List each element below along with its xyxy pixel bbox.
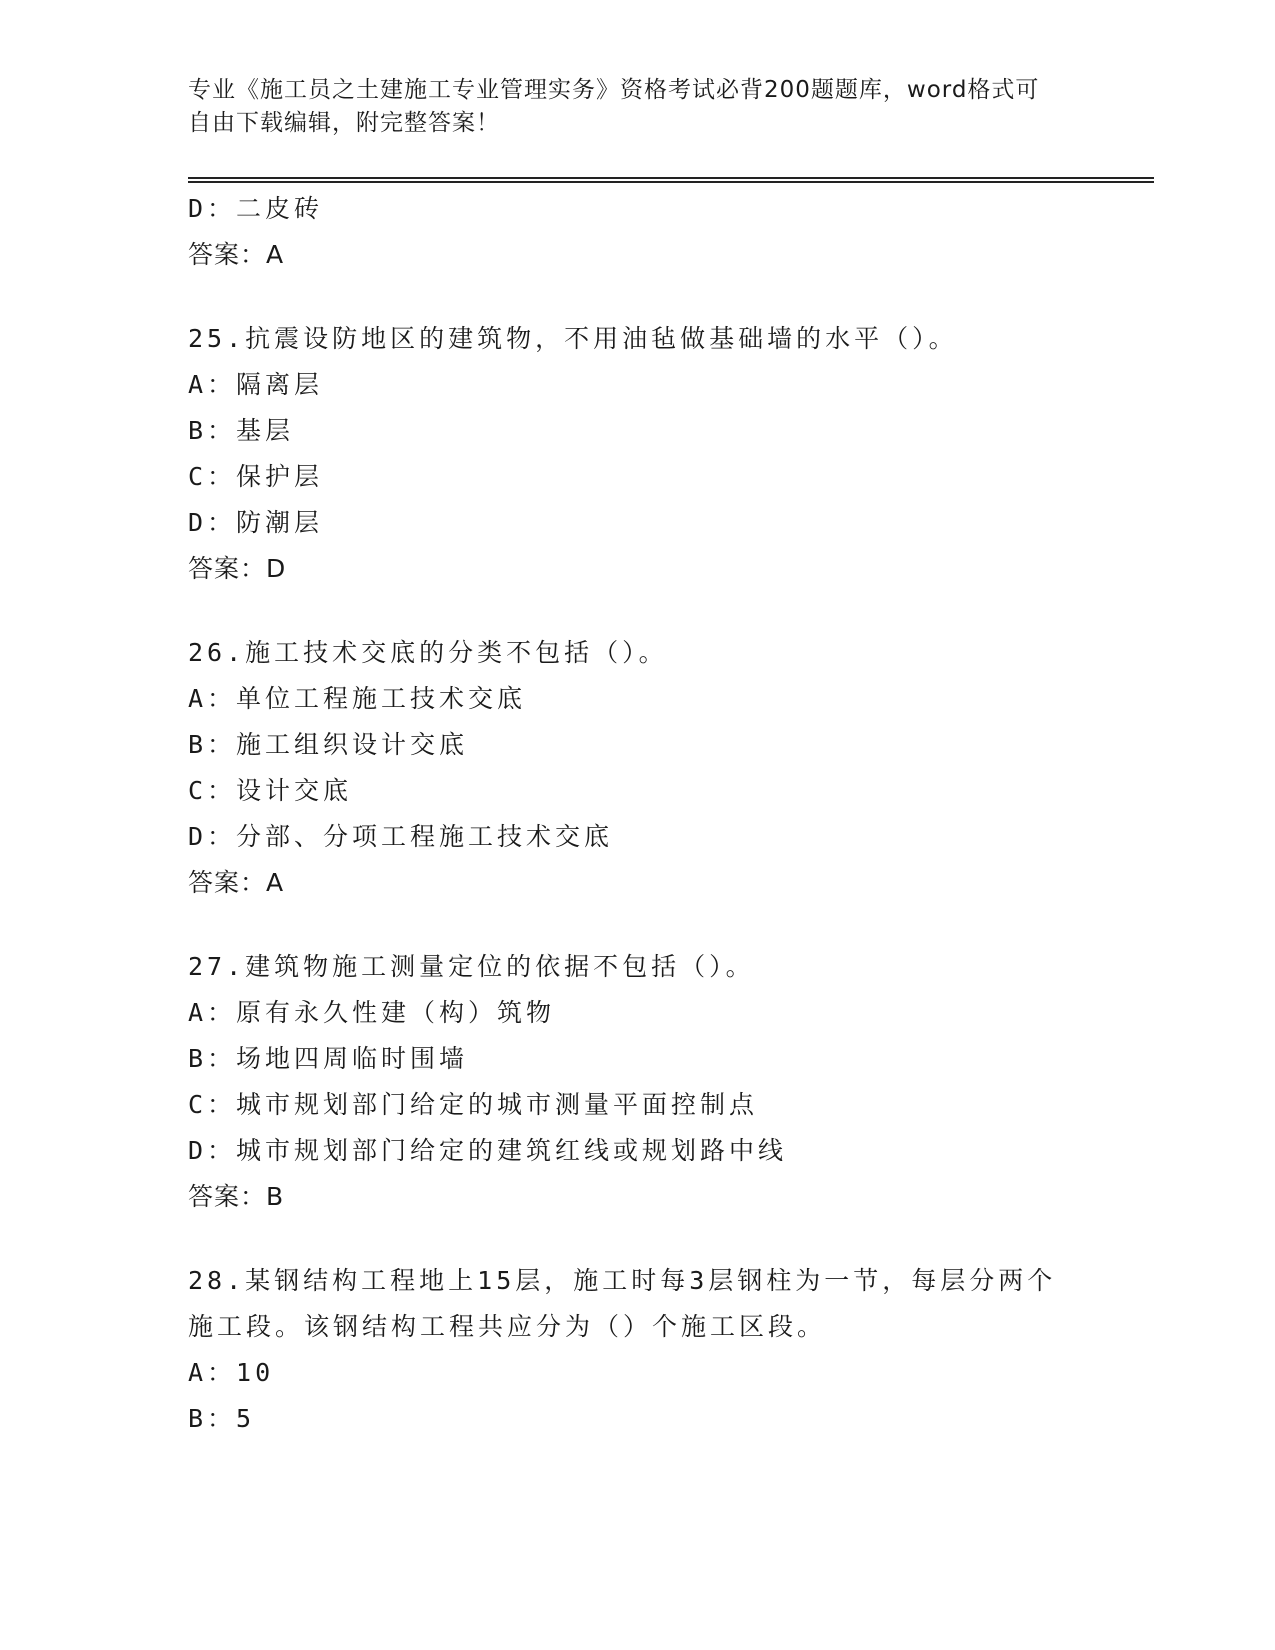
answer: 答案：A bbox=[188, 868, 285, 897]
option-d: D：城市规划部门给定的建筑红线或规划路中线 bbox=[188, 1136, 788, 1165]
previous-question-tail bbox=[188, 186, 1154, 278]
option-c: C：设计交底 bbox=[188, 776, 353, 805]
header-line-1: 专业《施工员之土建施工专业管理实务》资格考试必背200题题库，word格式可 bbox=[188, 77, 1040, 103]
option-a: A：单位工程施工技术交底 bbox=[188, 684, 527, 713]
header-divider-top bbox=[188, 177, 1154, 179]
header-divider-bottom bbox=[188, 181, 1154, 183]
option-b: B：基层 bbox=[188, 416, 295, 445]
option-d: D：二皮砖 bbox=[188, 194, 324, 223]
question-28 bbox=[188, 1258, 1154, 1442]
answer: 答案：D bbox=[188, 554, 287, 583]
question-26 bbox=[188, 630, 1154, 906]
question-stem: 26.施工技术交底的分类不包括（）。 bbox=[188, 638, 668, 667]
option-a: A：原有永久性建（构）筑物 bbox=[188, 998, 556, 1027]
document-header bbox=[188, 74, 1088, 140]
option-c: C：城市规划部门给定的城市测量平面控制点 bbox=[188, 1090, 759, 1119]
option-b: B：场地四周临时围墙 bbox=[188, 1044, 469, 1073]
option-d: D：分部、分项工程施工技术交底 bbox=[188, 822, 614, 851]
question-27 bbox=[188, 944, 1154, 1220]
header-line-2: 自由下载编辑，附完整答案！ bbox=[188, 110, 500, 136]
question-stem-line-1: 28.某钢结构工程地上15层，施工时每3层钢柱为一节，每层分两个 bbox=[188, 1266, 1057, 1295]
answer: 答案：A bbox=[188, 240, 285, 269]
question-25 bbox=[188, 316, 1154, 592]
question-stem-line-2: 施工段。该钢结构工程共应分为（）个施工区段。 bbox=[188, 1312, 827, 1341]
option-d: D：防潮层 bbox=[188, 508, 324, 537]
question-stem: 25.抗震设防地区的建筑物，不用油毡做基础墙的水平（）。 bbox=[188, 324, 958, 353]
option-c: C：保护层 bbox=[188, 462, 324, 491]
answer: 答案：B bbox=[188, 1182, 285, 1211]
option-a: A：10 bbox=[188, 1358, 275, 1387]
option-a: A：隔离层 bbox=[188, 370, 324, 399]
question-list bbox=[188, 186, 1154, 1442]
question-stem: 27.建筑物施工测量定位的依据不包括（）。 bbox=[188, 952, 755, 981]
option-b: B：5 bbox=[188, 1404, 256, 1433]
option-b: B：施工组织设计交底 bbox=[188, 730, 469, 759]
